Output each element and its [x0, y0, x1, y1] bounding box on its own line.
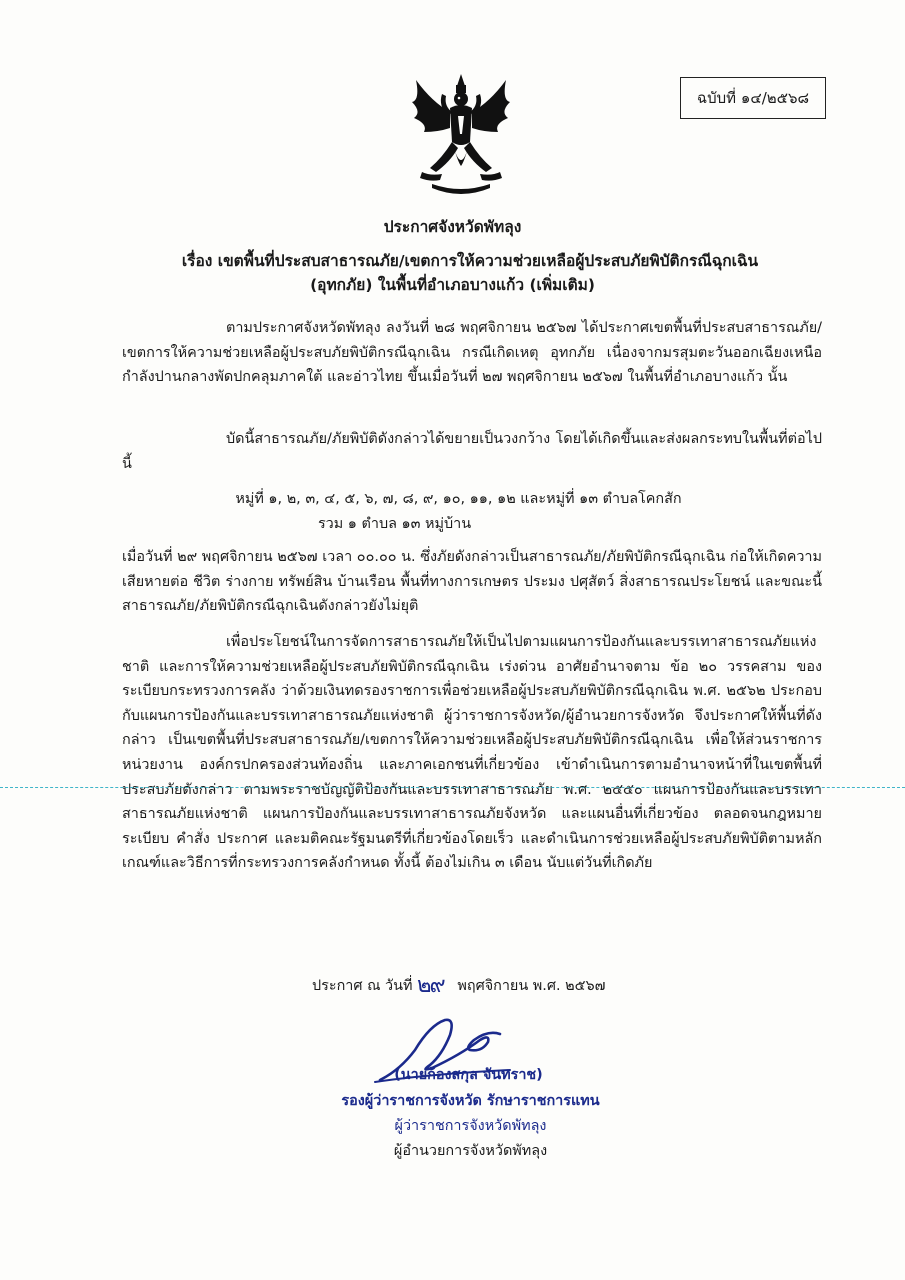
- document-title: ประกาศจังหวัดพัทลุง: [383, 218, 522, 236]
- villages-line: หมู่ที่ ๑, ๒, ๓, ๔, ๕, ๖, ๗, ๘, ๙, ๑๐, ๑๑, ๑๒ และหมู่ที่ ๑๓ ตำบลโคกสัก: [235, 491, 682, 507]
- date-prefix: ประกาศ ณ วันที่: [312, 978, 413, 994]
- subject-line-2: (อุทกภัย) ในพื้นที่อำเภอบางแก้ว (เพิ่มเติม): [310, 276, 595, 294]
- paragraph-3: เมื่อวันที่ ๒๙ พฤศจิกายน ๒๕๖๗ เวลา ๐๐.๐๐ น. ซึ่งภัยดังกล่าวเป็นสาธารณภัย/ภัยพิบัติกรณีฉุกเฉิน ก่อให้เกิดความเสียหายต่อ ชีวิต ร่างกาย ทรัพย์สิน บ้านเรือน พื้นที่ทางการเกษตร ประมง ปศุสัตว์ สิ่งสาธารณประโยชน์ และขณะนี้สาธารณภัย/ภัยพิบัติกรณีฉุกเฉินดังกล่าวยังไม่ยุติ: [122, 549, 822, 615]
- issue-number-box: ฉบับที่ ๑๔/๒๕๖๘: [680, 77, 826, 119]
- paragraph-4: เพื่อประโยชน์ในการจัดการสาธารณภัยให้เป็นไปตามแผนการป้องกันและบรรเทาสาธารณภัยแห่งชาติ และการให้ความช่วยเหลือผู้ประสบภัยพิบัติกรณีฉุกเฉิน เร่งด่วน อาศัยอำนาจตาม ข้อ ๒๐ วรรคสาม ของระเบียบกระทรวงการคลัง ว่าด้วยเงินทดรองราชการเพื่อช่วยเหลือผู้ประสบภัยพิบัติกรณีฉุกเฉิน พ.ศ. ๒๕๖๒ ประกอบกับแผนการป้องกันและบรรเทาสาธารณภัยแห่งชาติ ผู้ว่าราชการจังหวัด/ผู้อำนวยการจังหวัด จึงประกาศให้พื้นที่ดังกล่าว เป็นเขตพื้นที่ประสบสาธารณภัย/เขตการให้ความช่วยเหลือผู้ประสบภัยพิบัติกรณีฉุกเฉิน เพื่อให้ส่วนราชการ หน่วยงาน องค์กรปกครองส่วนท้องถิ่น และภาคเอกชนที่เกี่ยวข้อง เข้าดำเนินการตามอำนาจหน้าที่ในเขตพื้นที่ประสบภัยดังกล่าว ตามพระราชบัญญัติป้องกันและบรรเทาสาธารณภัย พ.ศ. ๒๕๕๐ แผนการป้องกันและบรรเทาสาธารณภัยแห่งชาติ แผนการป้องกันและบรรเทาสาธารณภัยจังหวัด และแผนอื่นที่เกี่ยวข้อง ตลอดจนกฎหมาย ระเบียบ คำสั่ง ประกาศ และมติคณะรัฐมนตรีที่เกี่ยวข้องโดยเร็ว และดำเนินการช่วยเหลือผู้ประสบภัยพิบัติตามหลักเกณฑ์และวิธีการที่กระทรวงการคลังกำหนด ทั้งนี้ ต้องไม่เกิน ๓ เดือน นับแต่วันที่เกิดภัย: [122, 634, 822, 872]
- signatory-position-2: ผู้ว่าราชการจังหวัดพัทลุง: [394, 1118, 547, 1134]
- signatory-position-3: ผู้อำนวยการจังหวัดพัทลุง: [393, 1143, 548, 1159]
- date-line: [312, 965, 605, 1000]
- signatory-name: (นายก้องสกุล จันทราช): [394, 1067, 543, 1083]
- date-suffix: พฤศจิกายน พ.ศ. ๒๕๖๗: [457, 978, 606, 994]
- perforation-line: [0, 787, 905, 788]
- total-line: รวม ๑ ตำบล ๑๓ หมู่บ้าน: [317, 516, 472, 532]
- garuda-emblem: [402, 72, 520, 202]
- paragraph-1: ตามประกาศจังหวัดพัทลุง ลงวันที่ ๒๘ พฤศจิกายน ๒๕๖๗ ได้ประกาศเขตพื้นที่ประสบสาธารณภัย/เขตการให้ความช่วยเหลือผู้ประสบภัยพิบัติกรณีฉุกเฉิน กรณีเกิดเหตุ อุทกภัย เนื่องจากมรสุมตะวันออกเฉียงเหนือกำลังปานกลางพัดปกคลุมภาคใต้ และอ่าวไทย ขึ้นเมื่อวันที่ ๒๗ พฤศจิกายน ๒๕๖๗ ในพื้นที่อำเภอบางแก้ว นั้น: [122, 320, 822, 386]
- handwritten-day: ๒๙: [417, 973, 444, 998]
- signatory-position-1: รองผู้ว่าราชการจังหวัด รักษาราชการแทน: [341, 1093, 600, 1109]
- paragraph-2: บัดนี้สาธารณภัย/ภัยพิบัติดังกล่าวได้ขยายเป็นวงกว้าง โดยได้เกิดขึ้นและส่งผลกระทบในพื้นที่ต่อไปนี้: [122, 431, 822, 472]
- subject-line-1: เรื่อง เขตพื้นที่ประสบสาธารณภัย/เขตการให้ความช่วยเหลือผู้ประสบภัยพิบัติกรณีฉุกเฉิน: [181, 252, 759, 270]
